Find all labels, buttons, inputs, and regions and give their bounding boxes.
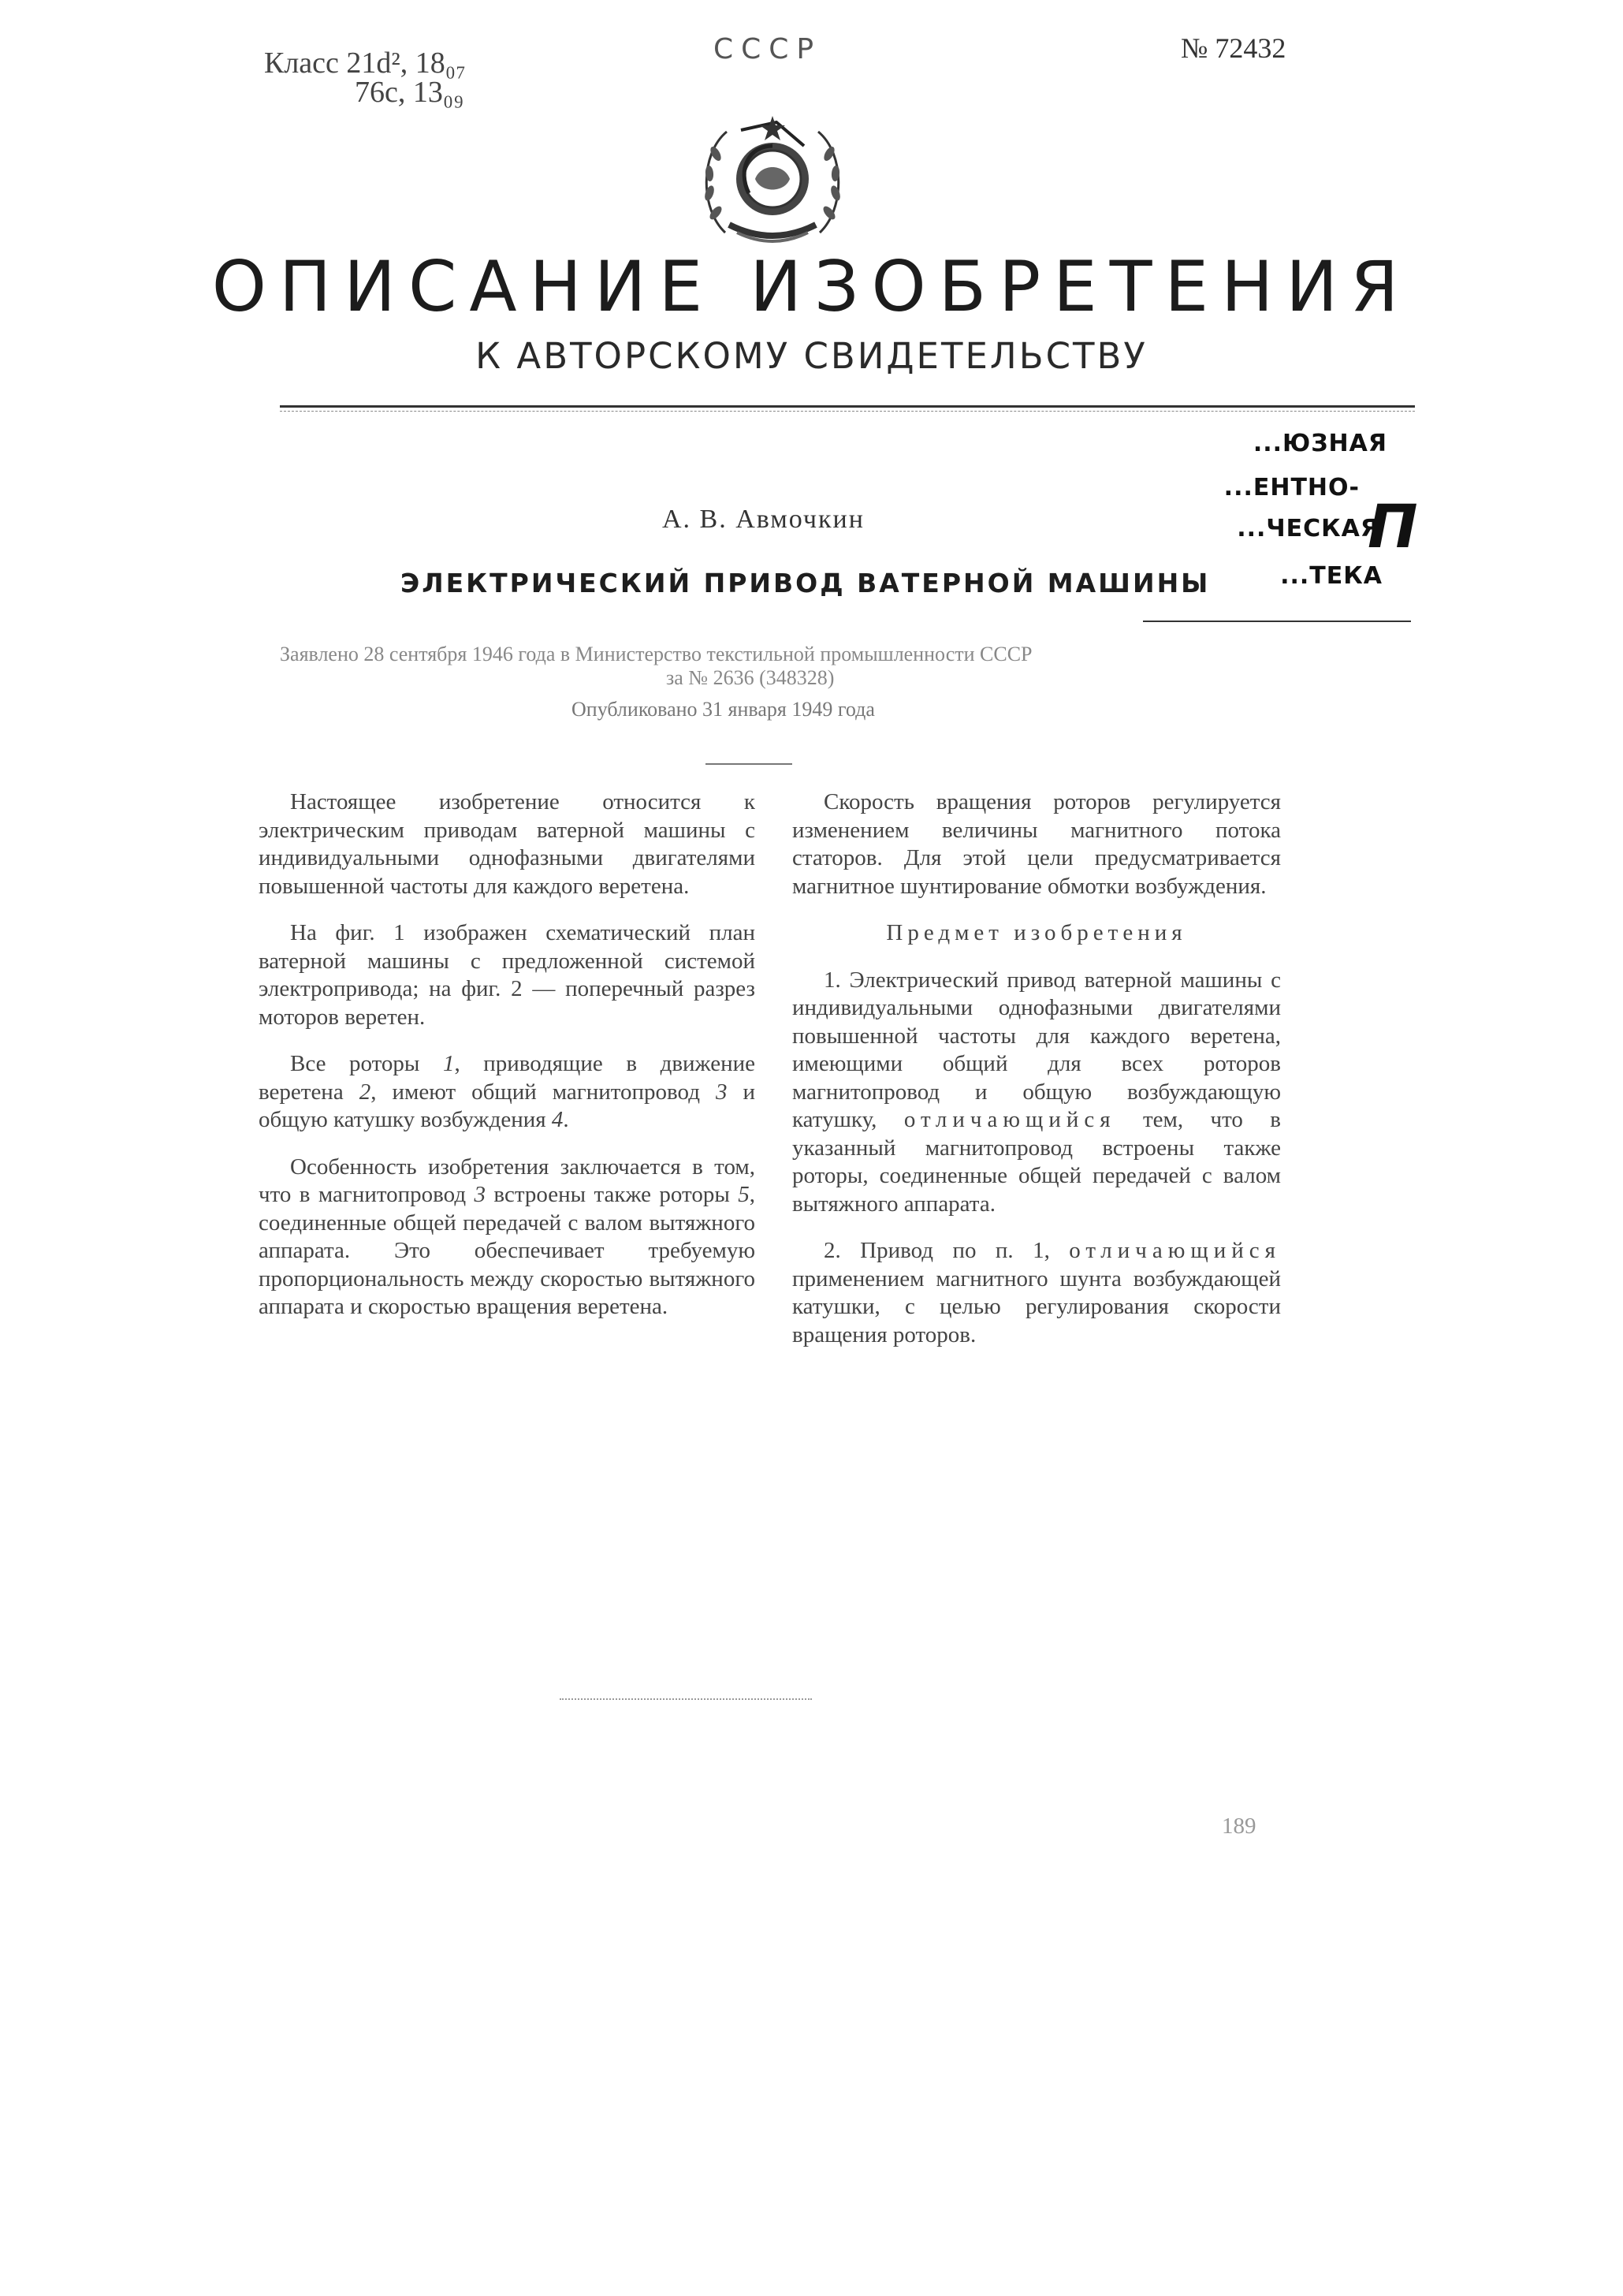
- publication-date: Опубликовано 31 января 1949 года: [571, 698, 875, 721]
- country-label: СССР: [713, 33, 822, 65]
- filing-info-line-2: за № 2636 (348328): [666, 666, 835, 689]
- paragraph-4: Особенность изобретения заключается в том, что в магнитопровод 3 встроены также роторы 5, соединенные общей передачей с валом вытяжного аппарата. Это обеспечивает требуемую пропорциональность между скоростью вытяжного аппарата и скоростью вращения веретена.: [259, 1154, 755, 1319]
- section-divider: [705, 763, 792, 765]
- document-title: ОПИСАНИЕ ИЗОБРЕТЕНИЯ: [211, 246, 1412, 327]
- right-column: [792, 788, 1281, 1368]
- filing-info-line-1: Заявлено 28 сентября 1946 года в Министерство текстильной промышленности СССР: [280, 643, 1033, 665]
- stamp-letter: П: [1368, 491, 1418, 561]
- left-column: [259, 788, 755, 1340]
- header-divider: [280, 405, 1415, 408]
- paragraph-1: Настоящее изобретение относится к электрическим приводам ватерной машины с индивидуальными однофазными двигателями повышенной частоты для каждого веретена.: [259, 789, 755, 899]
- header-divider-dashed: [280, 411, 1415, 412]
- stamp-line-2: ...ЕНТНО-: [1223, 474, 1360, 501]
- ussr-state-emblem-icon: [694, 114, 851, 250]
- document-subtitle: К АВТОРСКОМУ СВИДЕТЕЛЬСТВУ: [475, 335, 1148, 377]
- stamp-line-4: ...ТЕКА: [1280, 562, 1383, 590]
- page-number: 189: [1222, 1813, 1256, 1839]
- patent-number: № 72432: [1181, 32, 1286, 64]
- claim-2: 2. Привод по п. 1, отличающийся применением магнитного шунта возбуждающей катушки, с целью регулирования скорости вращения роторов.: [792, 1238, 1281, 1347]
- invention-title: ЭЛЕКТРИЧЕСКИЙ ПРИВОД ВАТЕРНОЙ МАШИНЫ: [400, 568, 1211, 598]
- paragraph-3: Все роторы 1, приводящие в движение веретена 2, имеют общий магнитопровод 3 и общую катушку возбуждения 4.: [259, 1051, 755, 1132]
- author-name: А. В. Авмочкин: [662, 505, 865, 534]
- claim-1: 1. Электрический привод ватерной машины с индивидуальными однофазными двигателями повышенной частоты для каждого веретена, имеющими общий для всех роторов магнитопровод и общую возбуждающую катушку, отличающийся тем, что в указанный магнитопровод встроены также роторы, соединенные общей передачей с валом вытяжного аппарата.: [792, 967, 1282, 1217]
- stamp-underline: [1143, 621, 1411, 622]
- classification-line-2: 76с, 13₀₉: [355, 76, 464, 109]
- classification-line-1: Класс 21d², 18₀₇: [264, 47, 467, 80]
- paragraph-2: На фиг. 1 изображен схематический план ватерной машины с предложенной системой электропривода; на фиг. 2 — поперечный разрез моторов веретен.: [259, 920, 755, 1030]
- stamp-line-3: ...ЧЕСКАЯ: [1237, 515, 1379, 542]
- end-divider: [560, 1698, 812, 1700]
- claims-heading: Предмет изобретения: [886, 920, 1187, 945]
- stamp-line-1: ...ЮЗНАЯ: [1253, 430, 1387, 457]
- paragraph-5: Скорость вращения роторов регулируется изменением величины магнитного потока статоров. Для этой цели предусматривается магнитное шунтирование обмотки возбуждения.: [792, 789, 1281, 899]
